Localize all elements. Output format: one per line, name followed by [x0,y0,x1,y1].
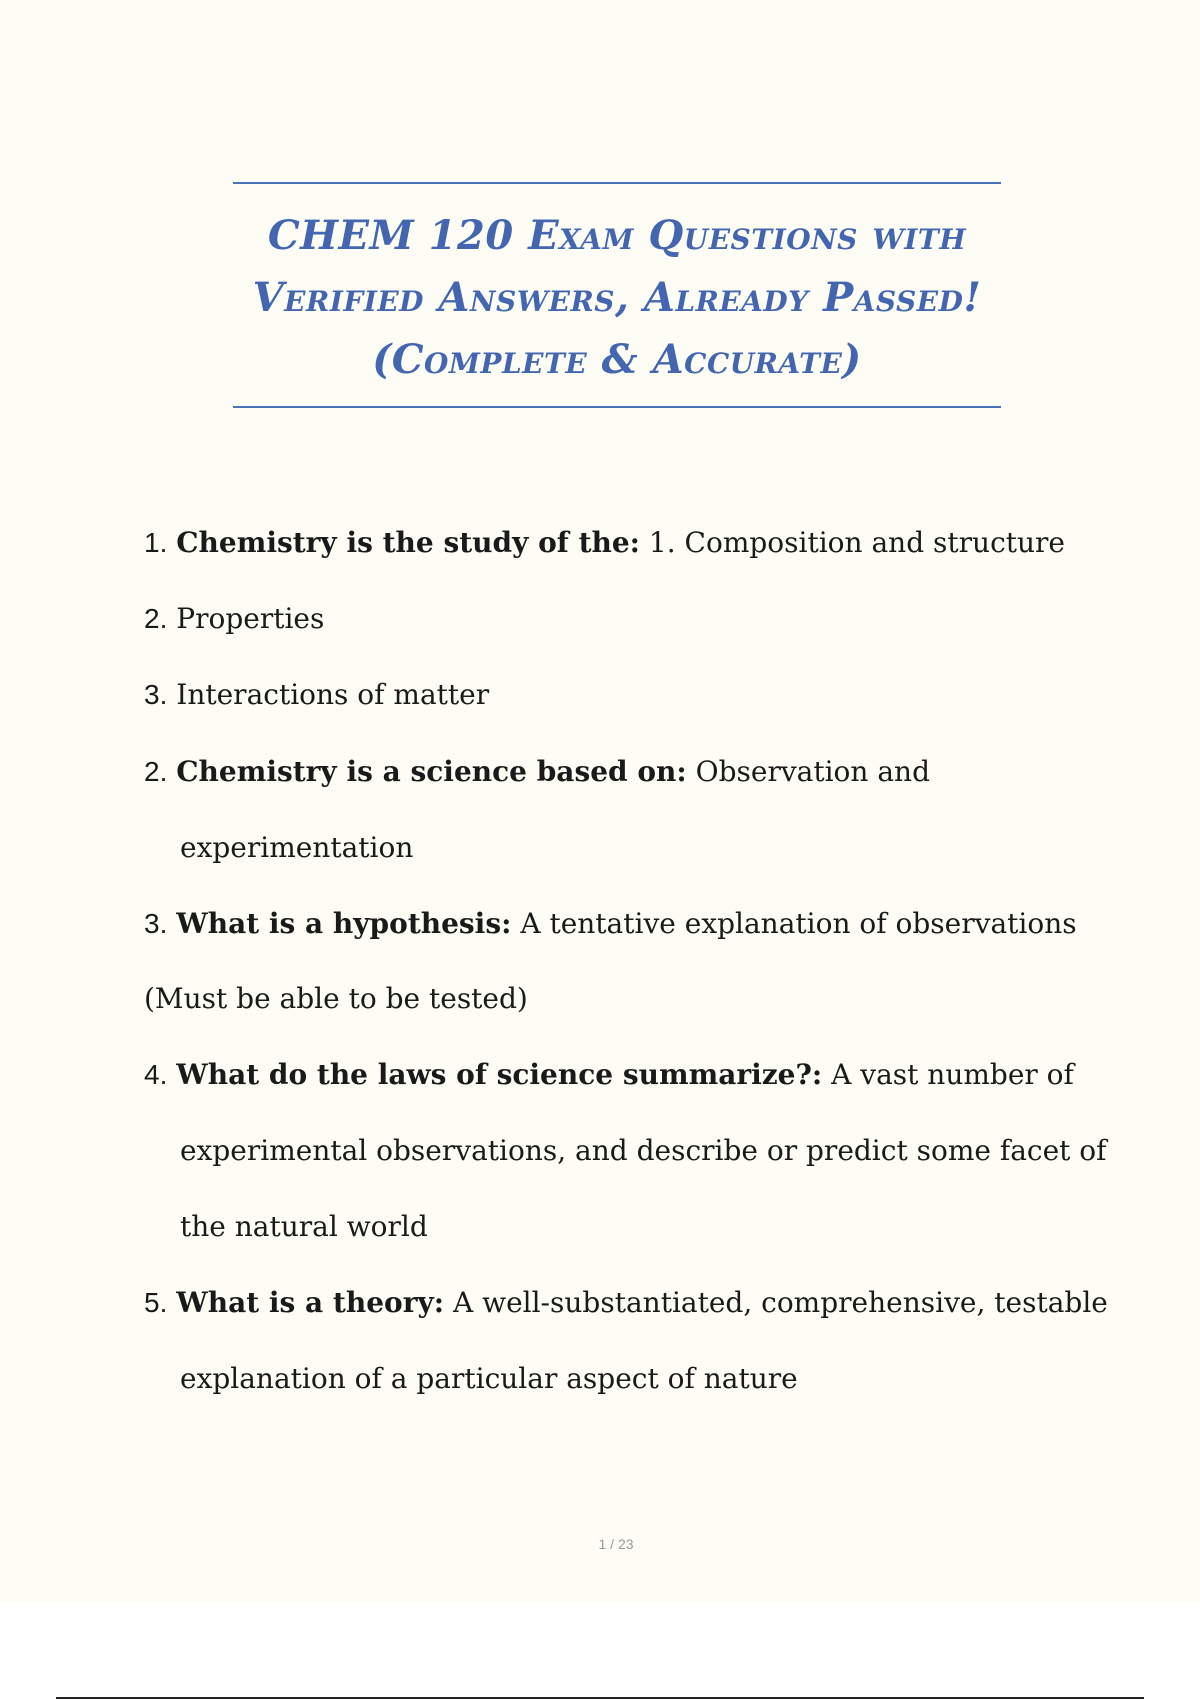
list-item [144,754,930,790]
title-line-1: CHEM 120 Exam Questions with [267,212,967,259]
item-number: 2. [144,756,168,787]
answer-text: A tentative explanation of observations [520,907,1077,940]
answer-continuation: experimentation [180,831,414,864]
page-divider [56,1697,1144,1699]
list-item [144,906,1077,942]
item-number: 3. [144,908,168,939]
title-line-3: (Complete & Accurate) [372,336,862,383]
question-text: What is a hypothesis: [176,907,512,940]
list-item [144,601,324,637]
answer-continuation: (Must be able to be tested) [144,982,528,1015]
list-item [144,1285,1108,1321]
page-bottom-margin [0,1602,1200,1700]
page-indicator: 1 / 23 [598,1536,634,1552]
question-text: Chemistry is the study of the: [176,526,641,559]
answer-text: Properties [176,602,325,635]
item-number: 2. [144,603,168,634]
item-number: 1. [144,527,168,558]
answer-text: Interactions of matter [176,678,490,711]
item-number: 4. [144,1059,168,1090]
answer-continuation: explanation of a particular aspect of nature [180,1362,798,1395]
item-number: 3. [144,679,168,710]
answer-text: A vast number of [831,1058,1074,1091]
question-text: What do the laws of science summarize?: [176,1058,823,1091]
list-item [144,1057,1074,1093]
list-item [144,525,1065,561]
answer-text: 1. Composition and structure [648,526,1065,559]
list-item [144,677,489,713]
title-line-2: Verified Answers, Already Passed! [252,274,982,321]
answer-text: A well-substantiated, comprehensive, testable [452,1286,1108,1319]
question-text: Chemistry is a science based on: [176,755,687,788]
item-number: 5. [144,1287,168,1318]
answer-continuation: experimental observations, and describe or predict some facet of [180,1134,1107,1167]
title-top-rule [233,182,1001,184]
question-text: What is a theory: [176,1286,445,1319]
answer-text: Observation and [695,755,930,788]
answer-continuation: the natural world [180,1210,428,1243]
title-bottom-rule [233,406,1001,408]
document-title [233,205,1001,391]
